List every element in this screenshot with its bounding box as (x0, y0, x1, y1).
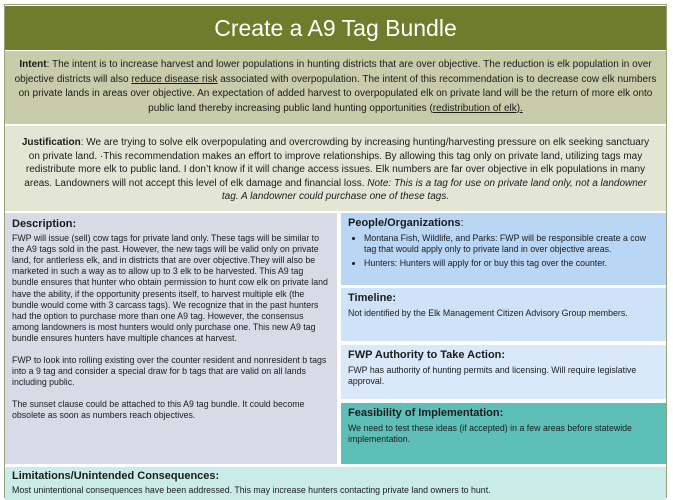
authority-heading: FWP Authority to Take Action: (348, 349, 506, 361)
authority-text: FWP has authority of hunting permits and licensing. Will require legislative approval. (348, 364, 637, 386)
page-title: Create a A9 Tag Bundle (5, 6, 666, 50)
description-section (5, 213, 337, 464)
timeline-heading: Timeline: (348, 292, 397, 304)
redistribution-link[interactable]: redistribution of elk). (432, 102, 523, 114)
justification-section (5, 126, 666, 211)
people-heading-suffix: : (460, 217, 464, 229)
people-heading (348, 218, 659, 230)
list-item: • Montana Fish, Wildlife, and Parks: FWP will be responsible create a cow tag that would apply only to private land in over objective areas. (364, 233, 659, 256)
authority-section (341, 345, 666, 399)
intent-label: Intent (19, 59, 47, 70)
limitations-text: Most unintentional consequences have been addressed. This may increase hunters contacting private land owners to hunt. (12, 484, 491, 495)
justification-label: Justification (21, 137, 81, 148)
timeline-section (341, 288, 666, 341)
limitations-heading: Limitations/Unintended Consequences: (12, 470, 220, 482)
description-heading: Description: (12, 218, 77, 230)
people-list (348, 233, 659, 270)
people-heading-text: People/Organizations (348, 217, 461, 229)
description-paragraph-1: FWP will issue (sell) cow tags for private land only. These tags will be similar to the A9 tags sold in the past. However, the new tags will be valid only on private land, for antlerless elk, and in districts that are over objective.They will also be marketed in such a way as to allow up to 3 elk to be harvested. This A9 tag bundle ensures that hunter who obtain permission to hunt cow elk on private land have the ability, if the opportunity presents itself, to harvest multiple elk (the bundle would come with 3 carcass tags). We recognize that in the past hunters had the option to purchase more than one A9 tag. However, the consensus among landowners is most hunters would only purchase one. This new A9 tag bundle ensures hunters have multiple chances at harvest. (12, 233, 328, 343)
limitations-section (5, 467, 666, 500)
intent-section (5, 51, 666, 124)
feasibility-heading: Feasibility of Implementation: (348, 407, 504, 419)
timeline-text: Not identified by the Elk Management Citizen Advisory Group members. (348, 307, 628, 318)
feasibility-text: We need to test these ideas (if accepted) in a few areas before statewide implementation. (348, 422, 632, 444)
list-item: • Hunters: Hunters will apply for or buy this tag over the counter. (364, 258, 659, 270)
disease-risk-link[interactable]: reduce disease risk (131, 73, 218, 85)
intent-text-2: associated with overpopulation. The intent of this recommendation is to decrease cow elk numbers on private lands in areas over objective. An expectation of added harvest to overpopulated elk on private land will be the return of more elk onto public land thereby increasing public land hunting opportunities ( (18, 73, 657, 114)
description-paragraph-2: FWP to look into rolling existing over the counter resident and nonresident b tags into a 9 tag and consider a special draw for b tags that are valid on all lands including public. (12, 355, 327, 388)
justification-text: : We are trying to solve elk overpopulating and overcrowding by increasing hunting/harvesting pressure on elk seeking sanctuary on private land. ·This recommendation makes an effort to improve relationships. By allowing this tag only on private land, utilizing tags may redistribute more elk to public land. I don’t know if it will change access issues. Elk numbers are far over objective in elk populations in many areas. Landowners will not accept this level of elk damage and financial loss. (24, 137, 650, 189)
intent-text-1: : The intent is to increase harvest and lower populations in hunting districts that are over objective. The reduction is elk population in over objective districts will also (14, 59, 652, 85)
people-section (341, 213, 666, 285)
description-paragraph-3: The sunset clause could be attached to this A9 tag bundle. It could become obsolete as soon as numbers reach objectives. (12, 399, 305, 421)
feasibility-section (341, 403, 666, 464)
justification-note: Note: This is a tag for use on private land only, not a landowner tag. A landowner could purchase one of these tags. (221, 177, 647, 203)
